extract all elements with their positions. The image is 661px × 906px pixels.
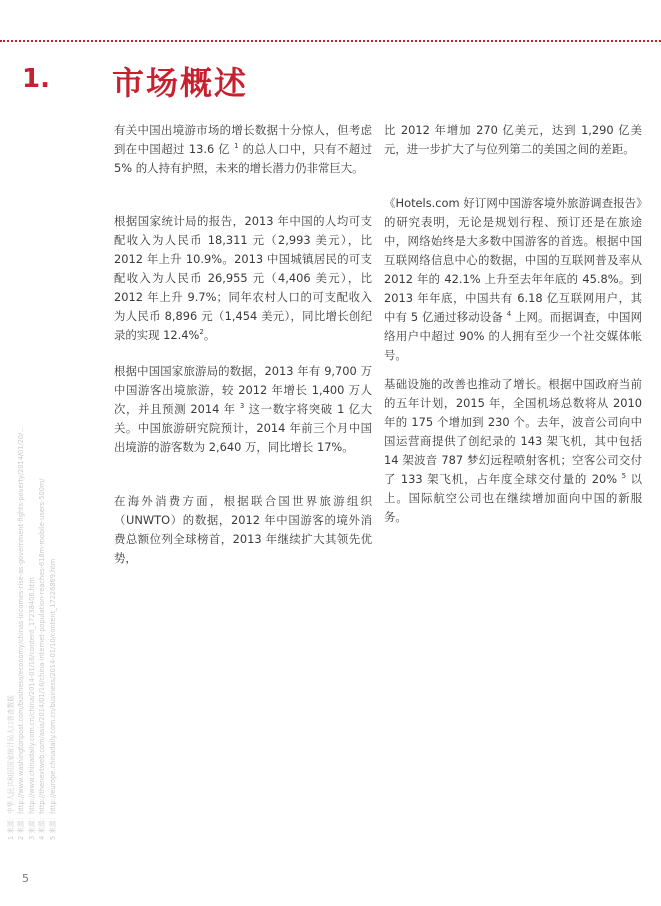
paragraph-text: 根据国家统计局的报告，2013 年中国的人均可支配收入为人民币 18,311 元（2,993 美元），比 2012 年上升 10.9%。2013 中国城镇居民的可支配收入为人民币 26,955 元（4,406 美元），比 2012 年上升 9.7%；同年农村人口的可支配收入为人民币 8,896 元（1,454 美元），同比增长创纪录的实现 12.4% [114,214,372,342]
paragraph-text: 有关中国出境游市场的增长数据十分惊人，但考虑到在中国超过 13.6 亿 [114,123,372,156]
footnote-3: 3 来源：http://www.chinadaily.com.cn/china/2014-01/16/content_17238406.htm [27,577,36,840]
footnote-4: 4 来源：http://thenextweb.com/asia/2014/01/16/china-internet-population-reaches-618m-mobile-users-500m/ [38,478,47,840]
paragraph-text: 根据中国国家旅游局的数据，2013 年有 9,700 万中国游客出境旅游，较 2012 年增长 1,400 万人次，并且预测 2014 年 [114,364,372,416]
left-paragraph-4 [114,492,372,568]
top-dotted-rule [0,40,661,42]
left-paragraph-1 [114,121,372,178]
left-paragraph-3 [114,362,372,457]
footnote-marker: 4 [506,310,512,319]
page-title: 市场概述 [112,64,249,102]
right-paragraph-1 [384,121,642,159]
paragraph-text: 上网。而据调查，中国网络用户中超过 90% 的人拥有至少一个社交媒体帐号。 [384,310,642,362]
page-number: 5 [22,872,29,885]
paragraph-text: 在海外消费方面，根据联合国世界旅游组织（UNWTO）的数据，2012 年中国游客的境外消费总额位列全球榜首，2013 年继续扩大其领先优势， [114,494,372,565]
paragraph-text: 这一数字将突破 1 亿大关。中国旅游研究院预计，2014 年前三个月中国出境游的游客数为 2,640 万，同比增长 17%。 [114,402,372,454]
paragraph-text: 基础设施的改善也推动了增长。根据中国政府当前的五年计划，2015 年，全国机场总数将从 2010 年的 175 个增加到 230 个。去年，波音公司向中国运营商提供了创纪录的 143 架飞机，其中包括 14 架波音 787 梦幻远程喷射客机；空客公司交付了 133 架飞机，占年度全球交付量的 20% [384,377,642,486]
left-paragraph-2 [114,212,372,345]
footnote-5: 5 来源：http://europe.chinadaily.com.cn/business/2014-01/10/content_17226869.htm [48,558,57,840]
chapter-number: 1. [22,64,50,94]
right-paragraph-3 [384,375,642,527]
footnote-marker: 1 [234,142,239,151]
footnote-marker: 2 [199,328,204,337]
paragraph-text: 比 2012 年增加 270 亿美元，达到 1,290 亿美元，进一步扩大了与位列第二的美国之间的差距。 [384,123,642,156]
paragraph-text: 以上。国际航空公司也在继续增加面向中国的新服务。 [384,472,642,524]
footnote-1: 1 来源：中华人民共和国国家统计局人口普查数据 [7,695,15,840]
footnote-marker: 5 [621,472,627,481]
paragraph-text: 《Hotels.com 好订网中国游客境外旅游调查报告》的研究表明，无论是规划行程、预订还是在旅途中，网络始终是大多数中国游客的首选。根据中国互联网络信息中心的数据，中国的互联网普及率从 2012 年的 42.1% 上升至去年年底的 45.8%。到 2013 年年底，中国共有 6.18 亿互联网用户，其中有 5 亿通过移动设备 [384,196,642,324]
paragraph-text: 的总人口中，只有不超过 5% 的人持有护照，未来的增长潜力仍非常巨大。 [114,142,372,175]
footnotes-vertical [6,100,86,840]
paragraph-text: 。 [203,328,216,342]
right-paragraph-2 [384,194,642,365]
footnote-marker: 3 [239,402,245,411]
footnote-2: 2 来源：http://www.washingtonpost.com/business/economy/chinas-incomes-rise-as-government-fights-poverty/2014/01/20/... [17,426,26,840]
